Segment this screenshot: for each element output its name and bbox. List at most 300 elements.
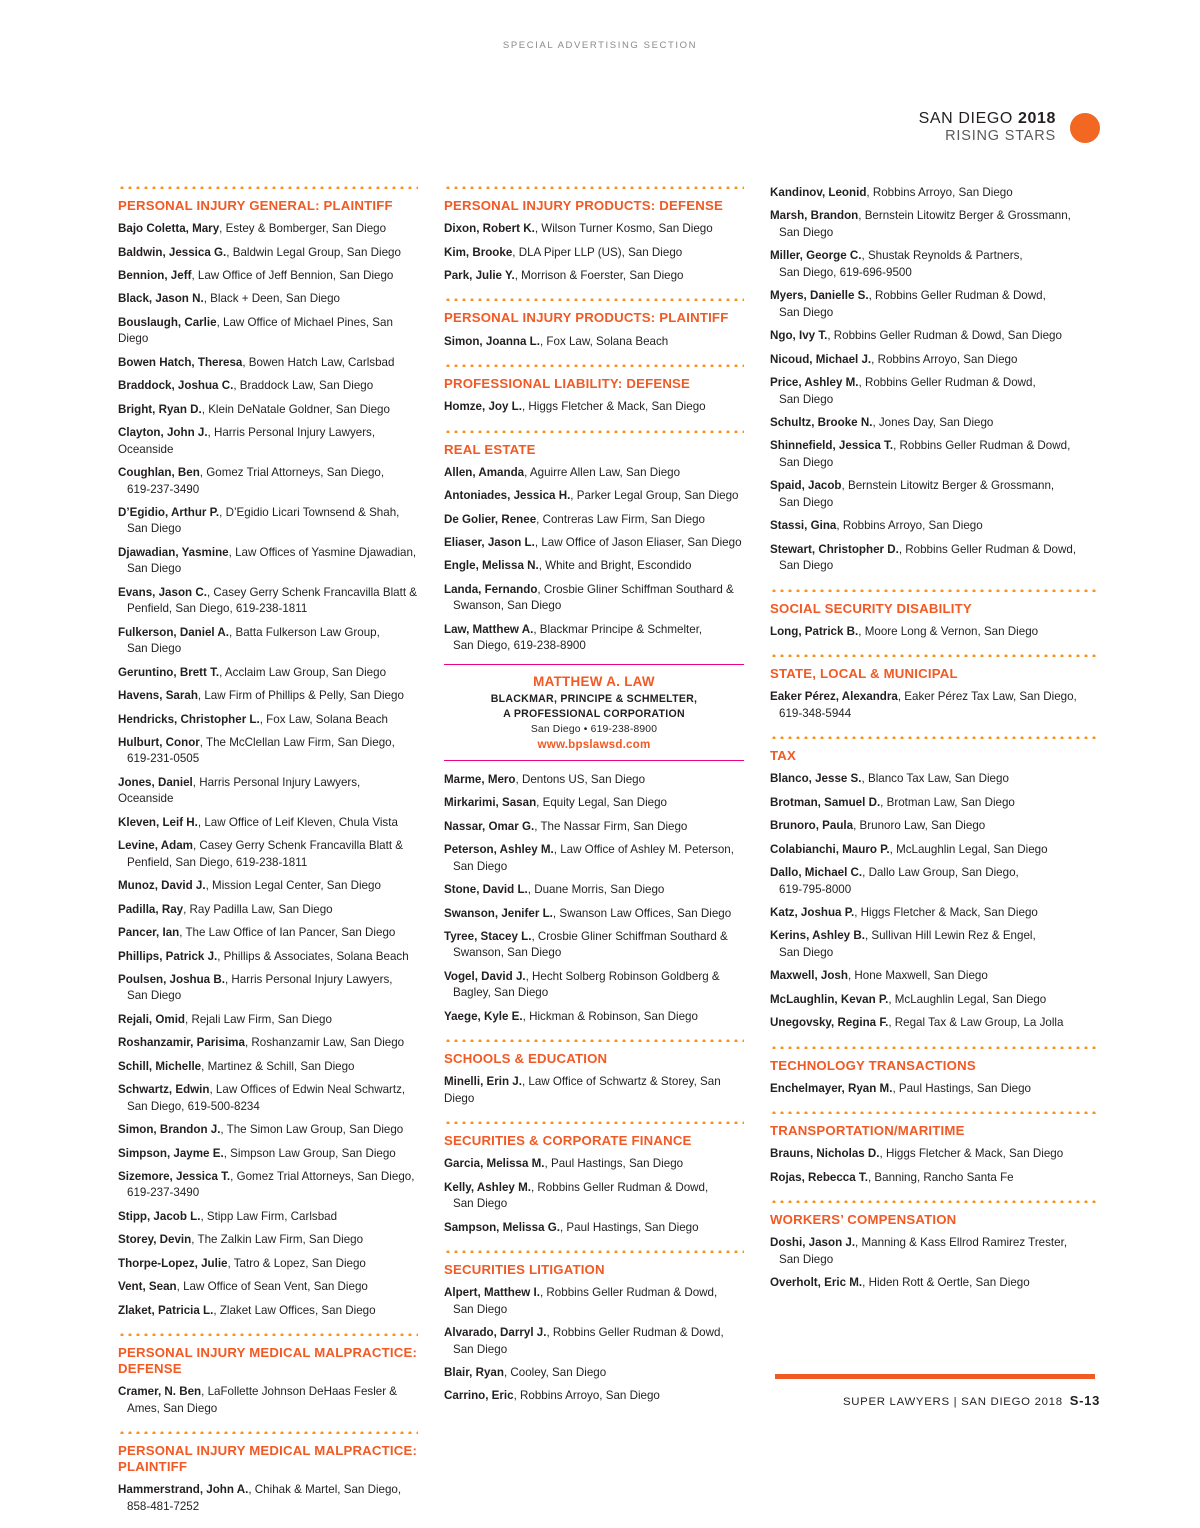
- listing-entry: [444, 882, 744, 898]
- listing-name: Baldwin, Jessica G.: [118, 245, 227, 259]
- listing-entry: [118, 425, 418, 458]
- listing-detail: , Harris Personal Injury Lawyers, Oceanside: [118, 775, 361, 806]
- listing-detail: , Acclaim Law Group, San Diego: [219, 665, 387, 679]
- listing-entry: [444, 1009, 744, 1025]
- listing-name: Spaid, Jacob: [770, 479, 842, 493]
- listing-detail: , Fox Law, Solana Beach: [539, 334, 669, 348]
- listing-name: Bajo Coletta, Mary: [118, 222, 220, 236]
- ad-attorney-name: MATTHEW A. LAW: [533, 673, 655, 689]
- dotted-divider: [444, 185, 744, 189]
- category-block: [770, 1110, 1096, 1186]
- listing-detail-continued: 619-237-3490: [127, 482, 200, 496]
- listing-entry: [770, 518, 1096, 534]
- listing-detail: , Casey Gerry Schenk Francavilla Blatt &: [206, 585, 417, 599]
- listing-detail: , Phillips & Associates, Solana Beach: [217, 949, 409, 963]
- ad-firm-line-2: A PROFESSIONAL CORPORATION: [503, 707, 685, 720]
- listing-detail: , Hiden Rott & Oertle, San Diego: [862, 1276, 1030, 1290]
- listing-name: Kandinov, Leonid: [770, 186, 867, 199]
- listing-detail-continued: Penfield, San Diego, 619-238-1811: [127, 602, 308, 616]
- listing-name: Shinnefield, Jessica T.: [770, 439, 894, 453]
- listing-name: Kleven, Leif H.: [118, 815, 198, 829]
- listing-detail-continued: Swanson, San Diego: [453, 599, 562, 613]
- category-block: [444, 1120, 744, 1236]
- listing-name: Vent, Sean: [118, 1280, 177, 1294]
- listing-name: Thorpe-Lopez, Julie: [118, 1256, 228, 1270]
- listing-detail-continued: San Diego: [127, 562, 182, 576]
- listing-detail: , Fox Law, Solana Beach: [259, 712, 388, 726]
- listing-name: Colabianchi, Mauro P.: [770, 842, 890, 856]
- listing-name: Antoniades, Jessica H.: [444, 489, 571, 503]
- listing-detail: , Klein DeNatale Goldner, San Diego: [201, 402, 390, 416]
- listing-name: Law, Matthew A.: [444, 622, 534, 636]
- listing-entry: [770, 865, 1096, 898]
- listing-entry: [118, 949, 418, 965]
- listing-entry: [444, 1365, 744, 1381]
- listing-name: Rojas, Rebecca T.: [770, 1170, 868, 1184]
- listing-entry: [770, 352, 1096, 368]
- listing-entry: [444, 488, 744, 504]
- masthead-text: [919, 110, 1056, 145]
- listing-name: Blair, Ryan: [444, 1366, 504, 1380]
- category-heading: TECHNOLOGY TRANSACTIONS: [770, 1057, 976, 1073]
- listing-detail-continued: San Diego: [127, 642, 182, 656]
- listing-detail: , Cooley, San Diego: [503, 1366, 607, 1380]
- listing-entry: [770, 478, 1096, 511]
- listing-name: Doshi, Jason J.: [770, 1236, 856, 1250]
- category-heading: STATE, LOCAL & MUNICIPAL: [770, 666, 958, 682]
- listing-entry: [444, 1388, 744, 1404]
- listing-detail: , Blackmar Principe & Schmelter,: [533, 622, 703, 636]
- listing-name: Long, Patrick B.: [770, 624, 859, 638]
- listing-name: Bennion, Jeff: [118, 269, 192, 282]
- listing-name: Minelli, Erin J.: [444, 1075, 522, 1089]
- listing-entry: [118, 545, 418, 578]
- listing-entry: [444, 819, 744, 835]
- listing-name: Brauns, Nicholas D.: [770, 1147, 880, 1161]
- listing-detail: , Rejali Law Firm, San Diego: [185, 1012, 332, 1026]
- listing-detail: , Robbins Geller Rudman & Dowd, San Diego: [827, 329, 1062, 343]
- listing-name: Dallo, Michael C.: [770, 866, 863, 880]
- listing-name: Alpert, Matthew I.: [444, 1286, 540, 1300]
- listing-detail: , Regal Tax & Law Group, La Jolla: [888, 1016, 1064, 1030]
- listing-name: Eliaser, Jason L.: [444, 536, 535, 549]
- listing-entry: [444, 969, 744, 1002]
- listing-entry: [118, 402, 418, 418]
- dotted-divider: [444, 1249, 744, 1253]
- listing-detail: , The Law Office of Ian Pancer, San Diego: [179, 926, 396, 940]
- listing-entry: [770, 542, 1096, 575]
- listing-name: Munoz, David J.: [118, 879, 206, 893]
- listing-name: Bowen Hatch, Theresa: [118, 355, 243, 369]
- category-block: [770, 1045, 1096, 1098]
- listing-detail-continued: Ames, San Diego: [127, 1401, 218, 1415]
- listing-entry: [118, 1082, 418, 1115]
- listing-entry: [118, 712, 418, 728]
- listing-detail: , Law Office of Jeff Bennion, San Diego: [191, 269, 394, 282]
- listing-name: Simon, Brandon J.: [118, 1123, 221, 1137]
- listing-name: Tyree, Stacey L.: [444, 929, 532, 943]
- listing-detail-continued: San Diego: [453, 1342, 508, 1356]
- listing-detail: , Bowen Hatch Law, Carlsbad: [242, 355, 395, 369]
- listing-name: Bouslaugh, Carlie: [118, 315, 217, 329]
- dotted-divider: [444, 429, 744, 433]
- listing-entry: [444, 512, 744, 528]
- listing-entry: [770, 795, 1096, 811]
- listing-name: Mirkarimi, Sasan: [444, 796, 537, 810]
- listing-name: Vogel, David J.: [444, 969, 526, 983]
- listing-detail: , Brotman Law, San Diego: [880, 795, 1015, 809]
- listing-name: Zlaket, Patricia L.: [118, 1303, 214, 1317]
- dotted-divider: [770, 1045, 1096, 1049]
- listing-detail: , Law Office of Ashley M. Peterson,: [553, 843, 734, 857]
- listing-detail-continued: San Diego: [127, 522, 182, 536]
- listing-detail: , LaFollette Johnson DeHaas Fesler &: [201, 1385, 398, 1399]
- listing-entry: [444, 465, 744, 481]
- listing-entry: [118, 625, 418, 658]
- listing-detail-continued: San Diego: [453, 1197, 508, 1211]
- listing-entry: [118, 1146, 418, 1162]
- listing-entry: [444, 1180, 744, 1213]
- listing-entry: [118, 1482, 418, 1515]
- listing-detail-continued: San Diego: [127, 989, 182, 1003]
- dotted-divider: [770, 735, 1096, 739]
- listing-detail-continued: San Diego: [779, 455, 834, 469]
- listing-detail: , Duane Morris, San Diego: [527, 883, 665, 897]
- listing-name: Clayton, John J.: [118, 426, 208, 440]
- listing-name: Stipp, Jacob L.: [118, 1209, 201, 1223]
- listing-detail: , Mission Legal Center, San Diego: [205, 879, 381, 893]
- listing-name: Brotman, Samuel D.: [770, 795, 881, 809]
- listing-detail-continued: San Diego, 619-238-8900: [453, 639, 586, 653]
- listing-detail: , Parker Legal Group, San Diego: [570, 489, 739, 503]
- listing-name: Price, Ashley M.: [770, 376, 859, 390]
- category-heading: TRANSPORTATION/MARITIME: [770, 1123, 965, 1139]
- listing-name: Schultz, Brooke N.: [770, 415, 873, 429]
- dotted-divider: [770, 1110, 1096, 1114]
- category-block: [444, 297, 744, 350]
- listing-entry: [118, 221, 418, 237]
- dotted-divider: [118, 185, 418, 189]
- listing-entry: [118, 268, 418, 284]
- listing-name: Roshanzamir, Parisima: [118, 1036, 245, 1050]
- listing-detail: , Manning & Kass Ellrod Ramirez Trester,: [855, 1236, 1068, 1250]
- listing-name: Poulsen, Joshua B.: [118, 972, 225, 986]
- listing-detail-continued: San Diego: [779, 225, 834, 239]
- listing-entry: [770, 185, 1096, 201]
- category-heading: PERSONAL INJURY MEDICAL MALPRACTICE: PLAINTIFF: [118, 1443, 418, 1475]
- listing-detail-continued: San Diego: [779, 305, 834, 319]
- listing-name: Bright, Ryan D.: [118, 402, 202, 416]
- listing-detail: , Law Firm of Phillips & Pelly, San Diego: [197, 689, 404, 703]
- listing-entry: [118, 1035, 418, 1051]
- listing-detail: , Chihak & Martel, San Diego,: [248, 1483, 402, 1497]
- column-1: [118, 185, 444, 1528]
- listing-entry: [444, 268, 744, 284]
- listing-detail: , Black + Deen, San Diego: [203, 292, 341, 306]
- category-block: [770, 1199, 1096, 1291]
- listing-detail: , Robbins Geller Rudman & Dowd,: [868, 289, 1046, 303]
- listing-entry: [770, 1081, 1096, 1097]
- listing-name: Yaege, Kyle E.: [444, 1009, 523, 1023]
- listing-entry: [770, 1235, 1096, 1268]
- listing-entry: [770, 689, 1096, 722]
- listing-detail-continued: San Diego: [779, 945, 834, 959]
- category-block: [444, 185, 744, 284]
- listing-entry: [444, 795, 744, 811]
- listing-name: Hulburt, Conor: [118, 735, 200, 749]
- listing-detail-continued: 619-795-8000: [779, 882, 852, 896]
- listing-detail: , Crosbie Gliner Schiffman Southard &: [531, 929, 728, 943]
- listing-detail-continued: San Diego: [779, 559, 834, 573]
- dotted-divider: [770, 653, 1096, 657]
- listing-detail: , Law Office of Michael Pines, San Diego: [118, 315, 393, 346]
- listing-detail: , Hecht Solberg Robinson Goldberg &: [525, 969, 720, 983]
- listing-detail: , Law Offices of Edwin Neal Schwartz,: [209, 1083, 406, 1097]
- dotted-divider: [770, 588, 1096, 592]
- category-heading: PERSONAL INJURY GENERAL: PLAINTIFF: [118, 198, 393, 213]
- listing-detail: , Gomez Trial Attorneys, San Diego,: [199, 466, 385, 480]
- listing-entry: [444, 622, 744, 655]
- listing-name: Coughlan, Ben: [118, 466, 200, 480]
- listing-entry: [118, 585, 418, 618]
- dotted-divider: [444, 297, 744, 301]
- listing-detail-continued: Bagley, San Diego: [453, 986, 549, 1000]
- listing-name: Rejali, Omid: [118, 1012, 186, 1026]
- special-advertising-label: SPECIAL ADVERTISING SECTION: [502, 40, 698, 51]
- listing-entry: [770, 992, 1096, 1008]
- listing-detail: , Robbins Geller Rudman & Dowd,: [898, 542, 1077, 556]
- listing-name: Phillips, Patrick J.: [118, 949, 218, 963]
- listing-detail: , Harris Personal Injury Lawyers,: [224, 972, 393, 986]
- listing-detail: , Robbins Arroyo, San Diego: [866, 186, 1013, 199]
- category-block: [444, 1249, 744, 1405]
- category-block: [444, 1038, 744, 1107]
- listing-detail: , Zlaket Law Offices, San Diego: [213, 1303, 376, 1317]
- listing-name: Engle, Melissa N.: [444, 559, 539, 573]
- listing-detail: , Harris Personal Injury Lawyers, Oceanside: [118, 426, 376, 456]
- listing-detail: , Simpson Law Group, San Diego: [223, 1146, 396, 1160]
- dotted-divider: [118, 1430, 418, 1434]
- listing-name: Nassar, Omar G.: [444, 819, 535, 833]
- listing-detail: , Robbins Geller Rudman & Dowd,: [893, 439, 1071, 453]
- listing-detail-continued: San Diego, 619-500-8234: [127, 1099, 260, 1113]
- listing-detail: , Ray Padilla Law, San Diego: [183, 902, 333, 916]
- listing-detail: , Robbins Geller Rudman & Dowd,: [530, 1180, 709, 1194]
- listing-detail-continued: Swanson, San Diego: [453, 946, 562, 960]
- listing-name: Park, Julie Y.: [444, 269, 515, 282]
- listing-entry: [444, 245, 744, 261]
- listing-entry: [444, 334, 744, 350]
- category-block: [770, 185, 1096, 575]
- listing-name: Garcia, Melissa M.: [444, 1157, 545, 1171]
- listing-detail: , Batta Fulkerson Law Group,: [229, 625, 380, 639]
- listing-entry: [770, 1170, 1096, 1186]
- category-heading: PERSONAL INJURY PRODUCTS: DEFENSE: [444, 198, 723, 213]
- listing-detail: , Robbins Geller Rudman & Dowd,: [858, 376, 1036, 390]
- listing-detail: , Law Office of Jason Eliaser, San Diego: [534, 536, 742, 549]
- listing-name: Sampson, Melissa G.: [444, 1220, 560, 1234]
- listing-name: Marme, Mero: [444, 772, 516, 786]
- listing-entry: [118, 1012, 418, 1028]
- listing-detail: , Law Office of Schwartz & Storey, San Diego: [444, 1075, 721, 1105]
- listing-detail: , Wilson Turner Kosmo, San Diego: [534, 222, 713, 236]
- advertisement-box: [444, 664, 744, 761]
- listing-detail: , Morrison & Foerster, San Diego: [514, 269, 684, 282]
- listing-name: Peterson, Ashley M.: [444, 843, 554, 857]
- listing-entry: [118, 378, 418, 394]
- listing-name: Marsh, Brandon: [770, 209, 859, 223]
- masthead-title: [919, 110, 1056, 128]
- listing-entry: [118, 291, 418, 307]
- category-block: [118, 1332, 418, 1417]
- listing-detail: , Hone Maxwell, San Diego: [847, 969, 988, 983]
- listing-detail: , McLaughlin Legal, San Diego: [889, 842, 1048, 856]
- listing-name: Storey, Devin: [118, 1233, 192, 1247]
- listing-detail: , Jones Day, San Diego: [872, 415, 994, 429]
- listing-entry: [444, 1074, 744, 1107]
- listing-entry: [118, 1279, 418, 1295]
- listing-name: Kim, Brooke: [444, 245, 513, 259]
- listing-detail: , Bernstein Litowitz Berger & Grossmann,: [858, 209, 1071, 223]
- listing-entry: [444, 842, 744, 875]
- category-block: [444, 363, 744, 416]
- ad-website-link[interactable]: www.bpslawsd.com: [537, 737, 651, 751]
- listing-entry: [118, 1122, 418, 1138]
- listing-detail: , Crosbie Gliner Schiffman Southard &: [537, 582, 734, 596]
- listing-entry: [118, 1059, 418, 1075]
- page-number: S-13: [1069, 1393, 1100, 1408]
- listing-name: Djawadian, Yasmine: [118, 545, 229, 559]
- listing-entry: [118, 1232, 418, 1248]
- listing-entry: [118, 925, 418, 941]
- listing-detail: , Shustak Reynolds & Partners,: [861, 249, 1023, 263]
- listing-detail: , Paul Hastings, San Diego: [544, 1157, 684, 1171]
- category-heading: SCHOOLS & EDUCATION: [444, 1051, 608, 1067]
- listing-detail: , Brunoro Law, San Diego: [853, 819, 986, 833]
- category-heading: SECURITIES LITIGATION: [444, 1262, 605, 1278]
- listing-name: Blanco, Jesse S.: [770, 772, 862, 786]
- listing-name: Simpson, Jayme E.: [118, 1146, 224, 1160]
- dotted-divider: [118, 1332, 418, 1336]
- listing-name: Brunoro, Paula: [770, 819, 854, 833]
- listing-detail: , Sullivan Hill Lewin Rez & Engel,: [864, 929, 1036, 943]
- listing-entry: [770, 438, 1096, 471]
- listing-entry: [770, 1015, 1096, 1031]
- masthead-subtitle: RISING STARS: [945, 128, 1056, 145]
- listing-entry: [118, 355, 418, 371]
- listing-detail: , Law Offices of Yasmine Djawadian,: [228, 545, 417, 559]
- listing-entry: [444, 582, 744, 615]
- listing-name: Dixon, Robert K.: [444, 222, 535, 236]
- category-heading: SOCIAL SECURITY DISABILITY: [770, 600, 972, 616]
- listing-entry: [118, 1256, 418, 1272]
- listing-detail: , Dentons US, San Diego: [515, 772, 646, 786]
- listing-detail-continued: 619-348-5944: [779, 706, 852, 720]
- listing-entry: [118, 245, 418, 261]
- listing-detail: , Dallo Law Group, San Diego,: [862, 866, 1019, 880]
- listing-detail-continued: 619-231-0505: [127, 752, 200, 766]
- listing-entry: [770, 842, 1096, 858]
- listing-name: Stone, David L.: [444, 883, 528, 897]
- listing-name: De Golier, Renee: [444, 512, 537, 526]
- listing-detail: , Higgs Fletcher & Mack, San Diego: [879, 1147, 1064, 1161]
- category-heading: PERSONAL INJURY MEDICAL MALPRACTICE: DEFENSE: [118, 1345, 418, 1377]
- orange-circle-icon: [1070, 113, 1100, 143]
- listing-detail: , Stipp Law Firm, Carlsbad: [200, 1209, 338, 1223]
- listing-detail: , Robbins Arroyo, San Diego: [513, 1389, 660, 1403]
- column-2: [444, 185, 770, 1528]
- listing-entry: [770, 1275, 1096, 1291]
- listing-entry: [118, 838, 418, 871]
- listing-entry: [770, 905, 1096, 921]
- category-block: [118, 1430, 418, 1515]
- listing-entry: [770, 771, 1096, 787]
- listing-entry: [770, 415, 1096, 431]
- listing-detail: , Robbins Arroyo, San Diego: [836, 519, 983, 533]
- listing-entry: [444, 929, 744, 962]
- listing-detail: , Robbins Geller Rudman & Dowd,: [546, 1326, 724, 1340]
- column-3: [770, 185, 1096, 1528]
- listing-entry: [118, 1169, 418, 1202]
- ad-address: San Diego • 619-238-8900: [530, 723, 658, 735]
- listing-detail: , Robbins Arroyo, San Diego: [871, 352, 1018, 366]
- listing-entry: [444, 1285, 744, 1318]
- listing-name: Alvarado, Darryl J.: [444, 1326, 547, 1340]
- listing-detail: , Swanson Law Offices, San Diego: [552, 906, 732, 920]
- listing-detail: , Law Office of Leif Kleven, Chula Vista: [197, 815, 398, 829]
- listing-detail: , Equity Legal, San Diego: [536, 796, 667, 810]
- listing-name: Braddock, Joshua C.: [118, 379, 234, 393]
- listing-detail: , Higgs Fletcher & Mack, San Diego: [854, 905, 1038, 919]
- listing-entry: [444, 906, 744, 922]
- listing-detail: , Paul Hastings, San Diego: [559, 1220, 699, 1234]
- listing-name: Maxwell, Josh: [770, 969, 848, 983]
- listing-detail: , Estey & Bomberger, San Diego: [219, 222, 387, 236]
- listing-entry: [118, 972, 418, 1005]
- listing-detail: , The McClellan Law Firm, San Diego,: [199, 735, 395, 749]
- listing-entry: [118, 1384, 418, 1417]
- category-block: [770, 735, 1096, 1032]
- listing-detail: , Tatro & Lopez, San Diego: [227, 1256, 366, 1270]
- listing-name: Cramer, N. Ben: [118, 1385, 202, 1399]
- listing-detail: , D’Egidio Licari Townsend & Shah,: [219, 505, 400, 519]
- listing-detail: , Robbins Geller Rudman & Dowd,: [539, 1286, 718, 1300]
- masthead-year: 2018: [1018, 110, 1056, 127]
- listing-entry: [770, 248, 1096, 281]
- listing-detail-continued: San Diego: [453, 1302, 508, 1316]
- listing-entry: [118, 688, 418, 704]
- listing-entry: [444, 535, 744, 551]
- listing-entry: [118, 505, 418, 538]
- listing-name: Hendricks, Christopher L.: [118, 712, 260, 726]
- listing-name: Havens, Sarah: [118, 689, 198, 703]
- listing-entry: [444, 1325, 744, 1358]
- listing-detail: , The Simon Law Group, San Diego: [220, 1123, 404, 1137]
- listing-entry: [770, 1146, 1096, 1162]
- category-heading: WORKERS’ COMPENSATION: [770, 1212, 957, 1228]
- category-block: [118, 185, 418, 1319]
- listing-detail: , Moore Long & Vernon, San Diego: [858, 624, 1039, 638]
- listing-detail-continued: Penfield, San Diego, 619-238-1811: [127, 855, 308, 869]
- listing-detail: , Banning, Rancho Santa Fe: [867, 1170, 1014, 1184]
- listing-name: Ngo, Ivy T.: [770, 329, 828, 343]
- category-heading: PERSONAL INJURY PRODUCTS: PLAINTIFF: [444, 310, 729, 326]
- listing-name: Simon, Joanna L.: [444, 334, 540, 348]
- listing-name: Enchelmayer, Ryan M.: [770, 1081, 893, 1095]
- listing-name: Jones, Daniel: [118, 775, 193, 789]
- footer-rule: [775, 1374, 1095, 1379]
- listing-entry: [118, 465, 418, 498]
